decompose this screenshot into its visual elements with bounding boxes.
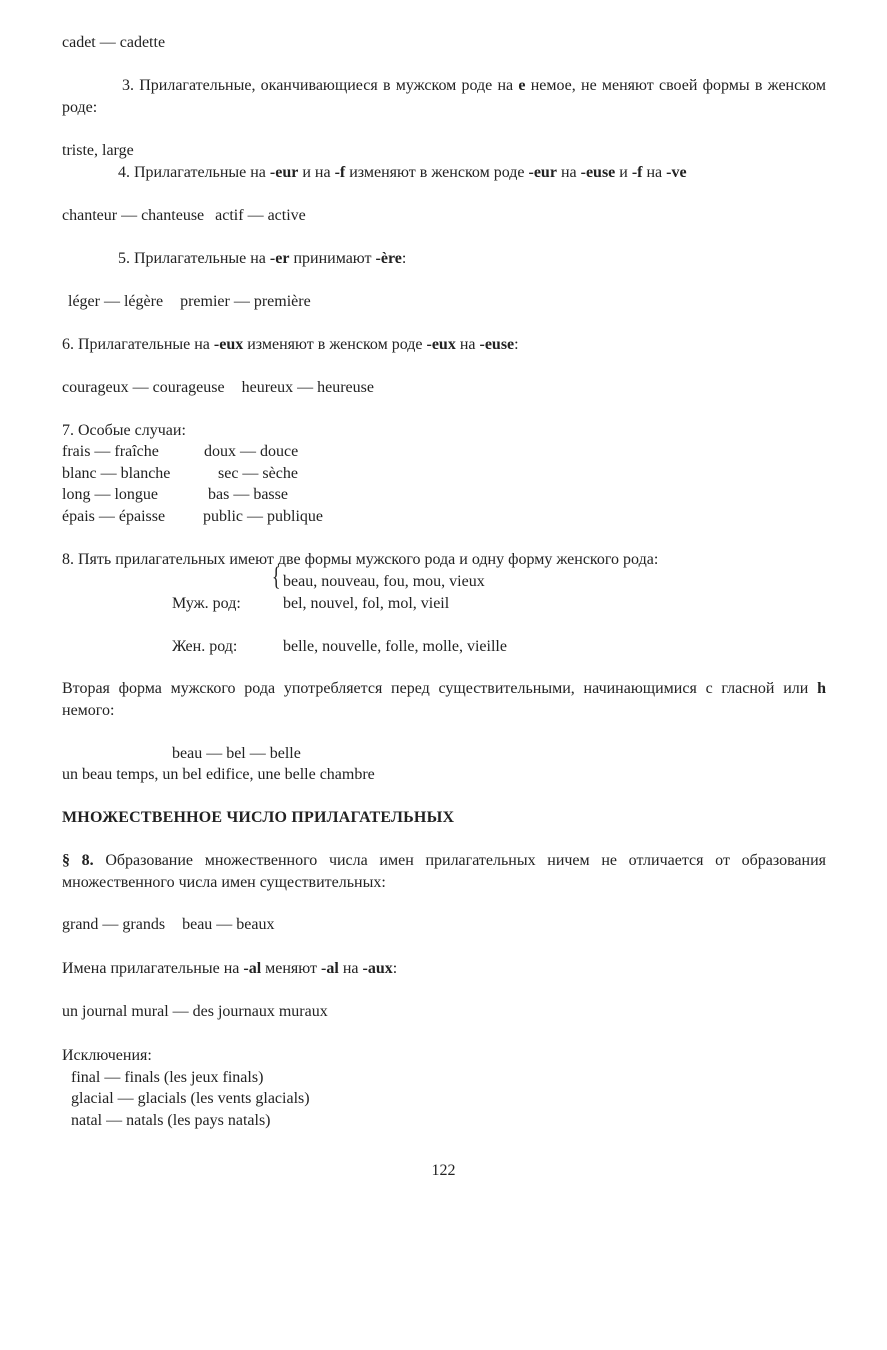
rule-second-form-end: немого: <box>62 701 115 719</box>
example-grand-a: grand — grands <box>62 916 166 933</box>
rule-al-text-1: меняют <box>261 960 322 977</box>
exception-item: glacial — glacials (les vents glacials) <box>71 1090 310 1107</box>
rule-6-text: 6. Прилагательные на <box>62 336 214 353</box>
rule-4-bold-1: -eur <box>269 164 299 181</box>
rule-6-text-end: : <box>514 336 519 353</box>
paragraph-8-number: § 8. <box>62 852 94 869</box>
rule-5-text: 5. Прилагательные на <box>118 250 270 267</box>
example-chanteur-a: chanteur — chanteuse <box>62 207 205 224</box>
example-leger-a: léger — légère <box>68 293 164 310</box>
special-case-b: bas — basse <box>208 486 288 503</box>
rule-second-form-text: Вторая форма мужского рода употребляется перед существительными, начинающимися с гласной или <box>62 680 818 697</box>
rule-4-bold-5: -f <box>631 164 643 181</box>
rule-al-text-end: : <box>392 960 398 977</box>
special-case-row <box>62 506 826 528</box>
example-chanteur <box>62 205 826 227</box>
example-journal: un journal mural — des journaux muraux <box>62 1003 328 1020</box>
rule-6-bold-2: -eux <box>426 336 456 353</box>
rule-4-text-3: на <box>556 164 581 181</box>
rule-al-text: Имена прилагательные на <box>62 960 244 977</box>
special-case-a: frais — fraîche <box>62 443 159 460</box>
example-cadet: cadet — cadette <box>62 34 166 51</box>
rule-6-bold-3: -euse <box>479 336 515 353</box>
masculine-label: Муж. род: <box>172 595 241 612</box>
rule-4-bold-6: -ve <box>666 164 687 181</box>
example-courageux-a: courageux — courageuse <box>62 379 225 396</box>
rule-al <box>62 958 826 980</box>
example-chanteur-b: actif — active <box>215 207 306 224</box>
special-case-row <box>62 441 826 463</box>
document-page: cadet — cadette 3. Прилагательные, оканчивающиеся в мужском роде на е немое, не меняют своей формы в женском роде: triste, large 4. Прилагательные на -eur и на -f изменяют в женском роде -eur на -euse и -f на -ve chanteur — chanteuse actif — active 5. Прилагательные на -er принимают -ère: léger — légère premier — première 6. Прилагательные на -eux изменяют в женском роде -eux на -euse: courageux — courageuse heureux — heureuse 7. Особые случаи: frais — fraîche doux — douce blanc — blanche sec — sèche long — longue bas — basse épais — épaisse public — publique 8. Пять прилагательных имеют две формы мужского рода и одну форму женского рода: { beau, nouveau, fou, mou, vieux Муж. род: bel, nouvel, fol, mol, vieil Жен. род: belle, nouvelle, folle, molle, vieille Вторая форма мужского рода употребляется перед существительными, начинающимися с гласной или h немого: beau — bel — belle un beau temps, un bel edifice, une belle chambre МНОЖЕСТВЕННОЕ ЧИСЛО ПРИЛАГАТЕЛЬНЫХ § 8. Образование множественного числа имен прилагательных ничем не отличается от образования множественного числа имен существительных: grand — grands beau — beaux Имена прилагательные на -al меняют -al на -aux: un journal mural — des journaux muraux Исключения: final — finals (les jeux finals) glacial — glacials (les vents glacials) natal — natals (les pays natals) 122 <box>0 0 887 1350</box>
rule-al-bold-1: -al <box>243 960 262 977</box>
page-number: 122 <box>431 1162 456 1179</box>
exception-item: natal — natals (les pays natals) <box>71 1112 271 1129</box>
rule-al-bold-3: -aux <box>362 960 393 977</box>
special-case-row <box>62 463 826 485</box>
rule-3-text-end: немое, не меняют своей формы в женском роде: <box>62 77 826 116</box>
example-courageux-b: heureux — heureuse <box>241 379 374 396</box>
special-case-b: public — publique <box>203 508 323 525</box>
special-case-a: épais — épaisse <box>62 508 166 525</box>
rule-4-text-4: и <box>615 164 632 181</box>
rule-4-text-2: изменяют в женском роде <box>345 164 529 181</box>
rule-8: 8. Пять прилагательных имеют две формы мужского рода и одну форму женского рода: <box>62 551 659 568</box>
masculine-forms-1: beau, nouveau, fou, mou, vieux <box>283 573 485 590</box>
rule-second-form <box>62 678 826 721</box>
rule-5-bold-1: -er <box>269 250 290 267</box>
rule-al-bold-2: -al <box>321 960 339 977</box>
rule-7: 7. Особые случаи: <box>62 422 186 439</box>
rule-5 <box>118 248 838 270</box>
example-grand <box>62 914 826 936</box>
rule-4-text-5: на <box>642 164 667 181</box>
rule-5-bold-2: -ère <box>375 250 402 267</box>
rule-4-bold-2: -f <box>334 164 346 181</box>
special-case-a: long — longue <box>62 486 158 503</box>
special-case-b: sec — sèche <box>218 465 298 482</box>
example-beau-bel: beau — bel — belle <box>172 745 301 762</box>
rule-3-text: 3. Прилагательные, оканчивающиеся в мужском роде на <box>122 77 519 94</box>
example-beau-temps: un beau temps, un bel edifice, une belle chambre <box>62 766 375 783</box>
example-leger <box>68 291 832 313</box>
special-case-a: blanc — blanche <box>62 465 171 482</box>
special-case-row <box>62 484 826 506</box>
rule-4-bold-3: -eur <box>528 164 557 181</box>
rule-6-bold-1: -eux <box>213 336 244 353</box>
example-leger-b: premier — première <box>180 293 311 310</box>
paragraph-8 <box>62 850 826 893</box>
rule-6 <box>62 334 826 356</box>
feminine-forms: belle, nouvelle, folle, molle, vieille <box>283 638 507 655</box>
exceptions-label: Исключения: <box>62 1047 152 1064</box>
rule-second-form-bold: h <box>817 680 826 697</box>
rule-6-text-1: изменяют в женском роде <box>243 336 427 353</box>
rule-4-text: 4. Прилагательные на <box>118 164 270 181</box>
rule-3-bold: е <box>518 77 526 94</box>
example-triste: triste, large <box>62 142 134 159</box>
masculine-forms-2: bel, nouvel, fol, mol, vieil <box>283 595 450 612</box>
rule-4 <box>118 162 838 184</box>
example-grand-b: beau — beaux <box>182 916 275 933</box>
exception-item: final — finals (les jeux finals) <box>71 1069 264 1086</box>
section-heading: МНОЖЕСТВЕННОЕ ЧИСЛО ПРИЛАГАТЕЛЬНЫХ <box>62 809 455 826</box>
special-case-b: doux — douce <box>204 443 299 460</box>
rule-5-text-end: : <box>401 250 407 267</box>
rule-6-text-2: на <box>455 336 480 353</box>
rule-3 <box>62 75 826 118</box>
rule-4-text-1: и на <box>298 164 335 181</box>
example-courageux <box>62 377 826 399</box>
rule-4-bold-4: -euse <box>580 164 616 181</box>
paragraph-8-text: Образование множественного числа имен прилагательных ничем не отличается от образования множественного числа имен существительных: <box>62 852 827 891</box>
feminine-label: Жен. род: <box>172 638 238 655</box>
rule-5-text-1: принимают <box>289 250 376 267</box>
rule-al-text-2: на <box>338 960 363 977</box>
